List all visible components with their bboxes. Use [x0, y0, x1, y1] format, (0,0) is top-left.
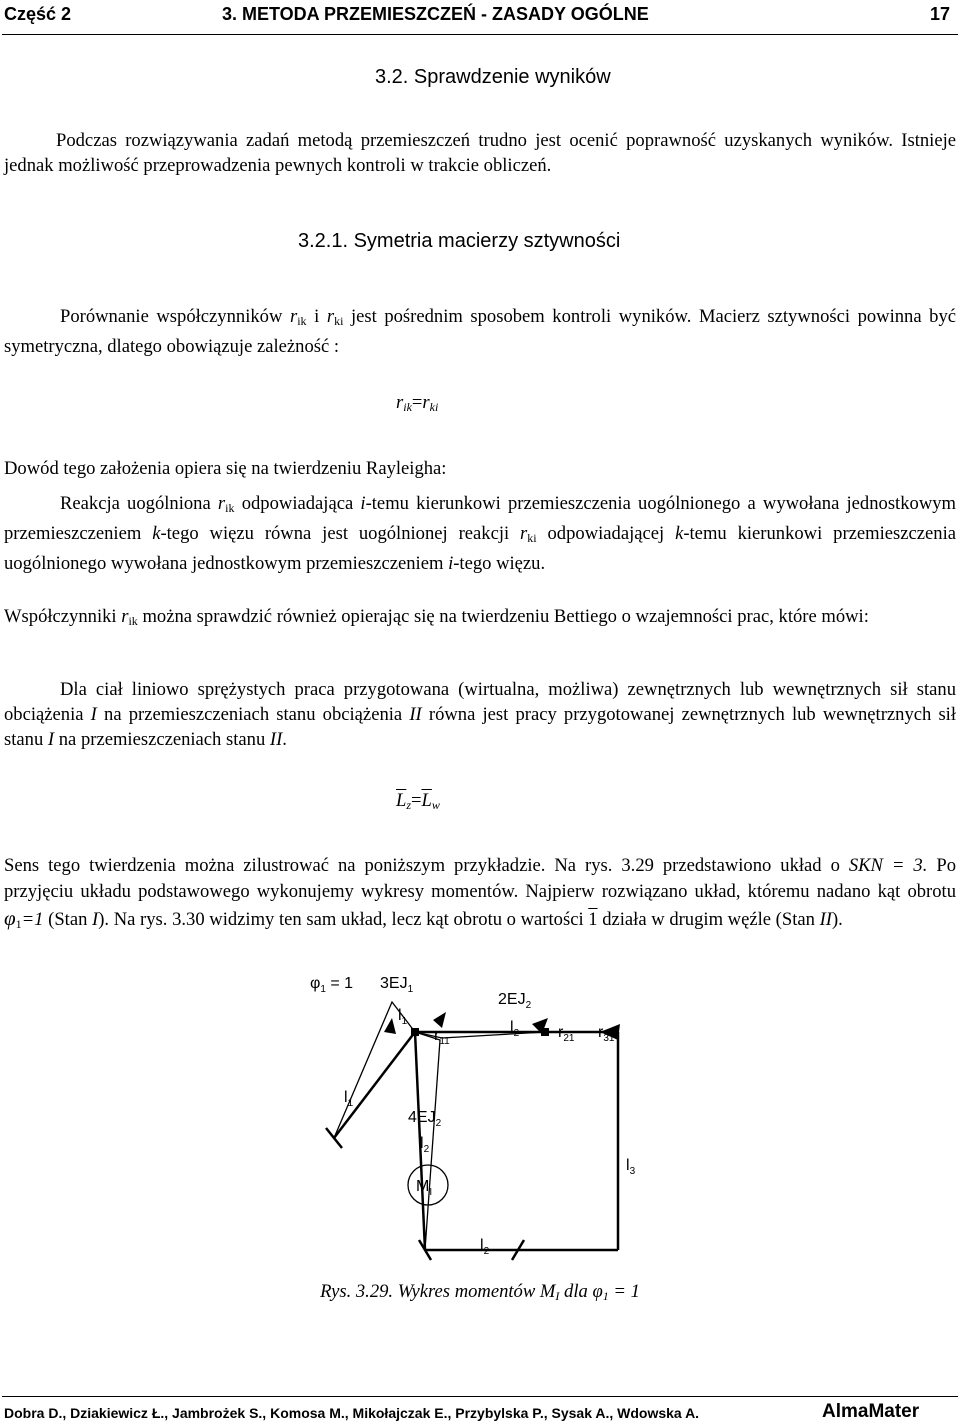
symmetry-paragraph: Porównanie współczynników $r_{ik}$ i $r_{ki}$ jest pośrednim sposobem kontroli wyników. Macierz sztywności powinna być symetryczna, dlatego obowiązuje zależność : — [4, 306, 957, 357]
page-header — [0, 0, 960, 36]
node-2-icon — [541, 1028, 549, 1036]
section-title: 3.2. Sprawdzenie wyników — [375, 66, 611, 88]
rotation-arrow-icon — [384, 1018, 396, 1034]
reaction-r21: $r_{21}$ — [558, 1024, 575, 1044]
page-footer — [0, 1396, 960, 1423]
node-1-icon — [411, 1028, 419, 1036]
proof-line: Dowód tego założenia opiera się na twierdzeniu Rayleigha: — [4, 458, 447, 479]
symmetry-equation: $r_{ik}=r_{ki}$ — [396, 392, 439, 414]
footer-authors: Dobra D., Dziakiewicz Ł., Jambrożek S., Komosa M., Mikołajczak E., Przybylska P., Sysak A., Wdowska A. — [4, 1405, 700, 1421]
length-l2-bottom: $l_2$ — [480, 1237, 490, 1257]
length-l3-right: $l_3$ — [626, 1157, 636, 1177]
coef-r: r — [289, 306, 298, 327]
reaction-r11: $r_{11}$ — [434, 1027, 450, 1047]
figure-caption: Rys. 3.29. Wykres momentów $M_I$ dla $\varphi_1 = 1$ — [320, 1281, 640, 1303]
header-page-number: 17 — [930, 4, 951, 24]
r11-arrow-icon — [433, 1012, 446, 1028]
header-chapter: 3. METODA PRZEMIESZCZEŃ - ZASADY OGÓLNE — [222, 4, 649, 24]
header-rule — [2, 34, 958, 35]
stiffness-4EJ2: $4EJ_2$ — [408, 1109, 442, 1129]
figure-labels — [310, 975, 636, 1257]
footer-brand: AlmaMater — [822, 1401, 920, 1422]
frame-moment-diagram — [280, 960, 680, 1270]
length-l1-top: $l_1$ — [398, 1007, 408, 1027]
intro-paragraph: Podczas rozwiązywania zadań metodą przemieszczeń trudno jest ocenić poprawność uzyskanych wyników. Istnieje jednak możliwość przeprowadzenia pewnych kontroli w trakcie obliczeń. — [4, 130, 956, 176]
stiffness-3EJ1: $3EJ_1$ — [380, 975, 414, 995]
frame-members — [334, 1032, 618, 1250]
phi-label: $\varphi_1 = 1$ — [310, 975, 354, 995]
length-l2-top: $l_2$ — [510, 1019, 520, 1039]
subsection-title: 3.2.1. Symetria macierzy sztywności — [298, 230, 621, 252]
betti-intro: Współczynniki $r_{ik}$ można sprawdzić również opierając się na twierdzeniu Bettiego o wzajemności prac, które mówi: — [4, 606, 869, 628]
rayleigh-theorem: Reakcja uogólniona $r_{ik}$ odpowiadająca i-temu kierunkowi przemieszczenia uogólnionego a wywołana jednostkowym przemieszczeniem k-tego więzu równa jest uogólnionej reakcji $r_{ki}$ odpowiadającej k-temu kierunkowi przemieszczenia uogólnionego wywołana jednostkowym przemieszczeniem i-tego więzu. — [4, 493, 957, 574]
moment-label: $M_I$ — [416, 1178, 433, 1198]
constraint-arrows — [384, 1012, 620, 1040]
stiffness-2EJ2: $2EJ_2$ — [498, 991, 532, 1011]
work-equation: $\overline{L}_z=\overline{L}_w$ — [396, 790, 440, 812]
footer-rule — [2, 1396, 958, 1397]
header-part: Część 2 — [4, 4, 72, 24]
length-l2-middle: $l_2$ — [420, 1135, 430, 1155]
length-l1-left: $l_1$ — [344, 1089, 354, 1109]
reaction-r31: $r_{31}$ — [598, 1024, 615, 1044]
betti-theorem: Dla ciał liniowo sprężystych praca przygotowana (wirtualna, możliwa) zewnętrznych lub wewnętrznych sił stanu obciążenia I na przemieszczeniach stanu obciążenia II równa jest pracy przygotowanej zewnętrznych lub wewnętrznych sił stanu I na przemieszczeniach stanu II. — [4, 679, 957, 750]
example-paragraph: Sens tego twierdzenia można zilustrować na poniższym przykładzie. Na rys. 3.29 przedstawiono układ o SKN = 3. Po przyjęciu układu podstawowego wykonujemy wykresy momentów. Najpierw rozwiązano układ, któremu nadano kąt obrotu $\varphi_1=1$ (Stan I). Na rys. 3.30 widzimy ten sam układ, lecz kąt obrotu o wartości 1 działa w drugim węźle (Stan II). — [4, 855, 956, 931]
member-left-diagonal — [334, 1032, 415, 1138]
